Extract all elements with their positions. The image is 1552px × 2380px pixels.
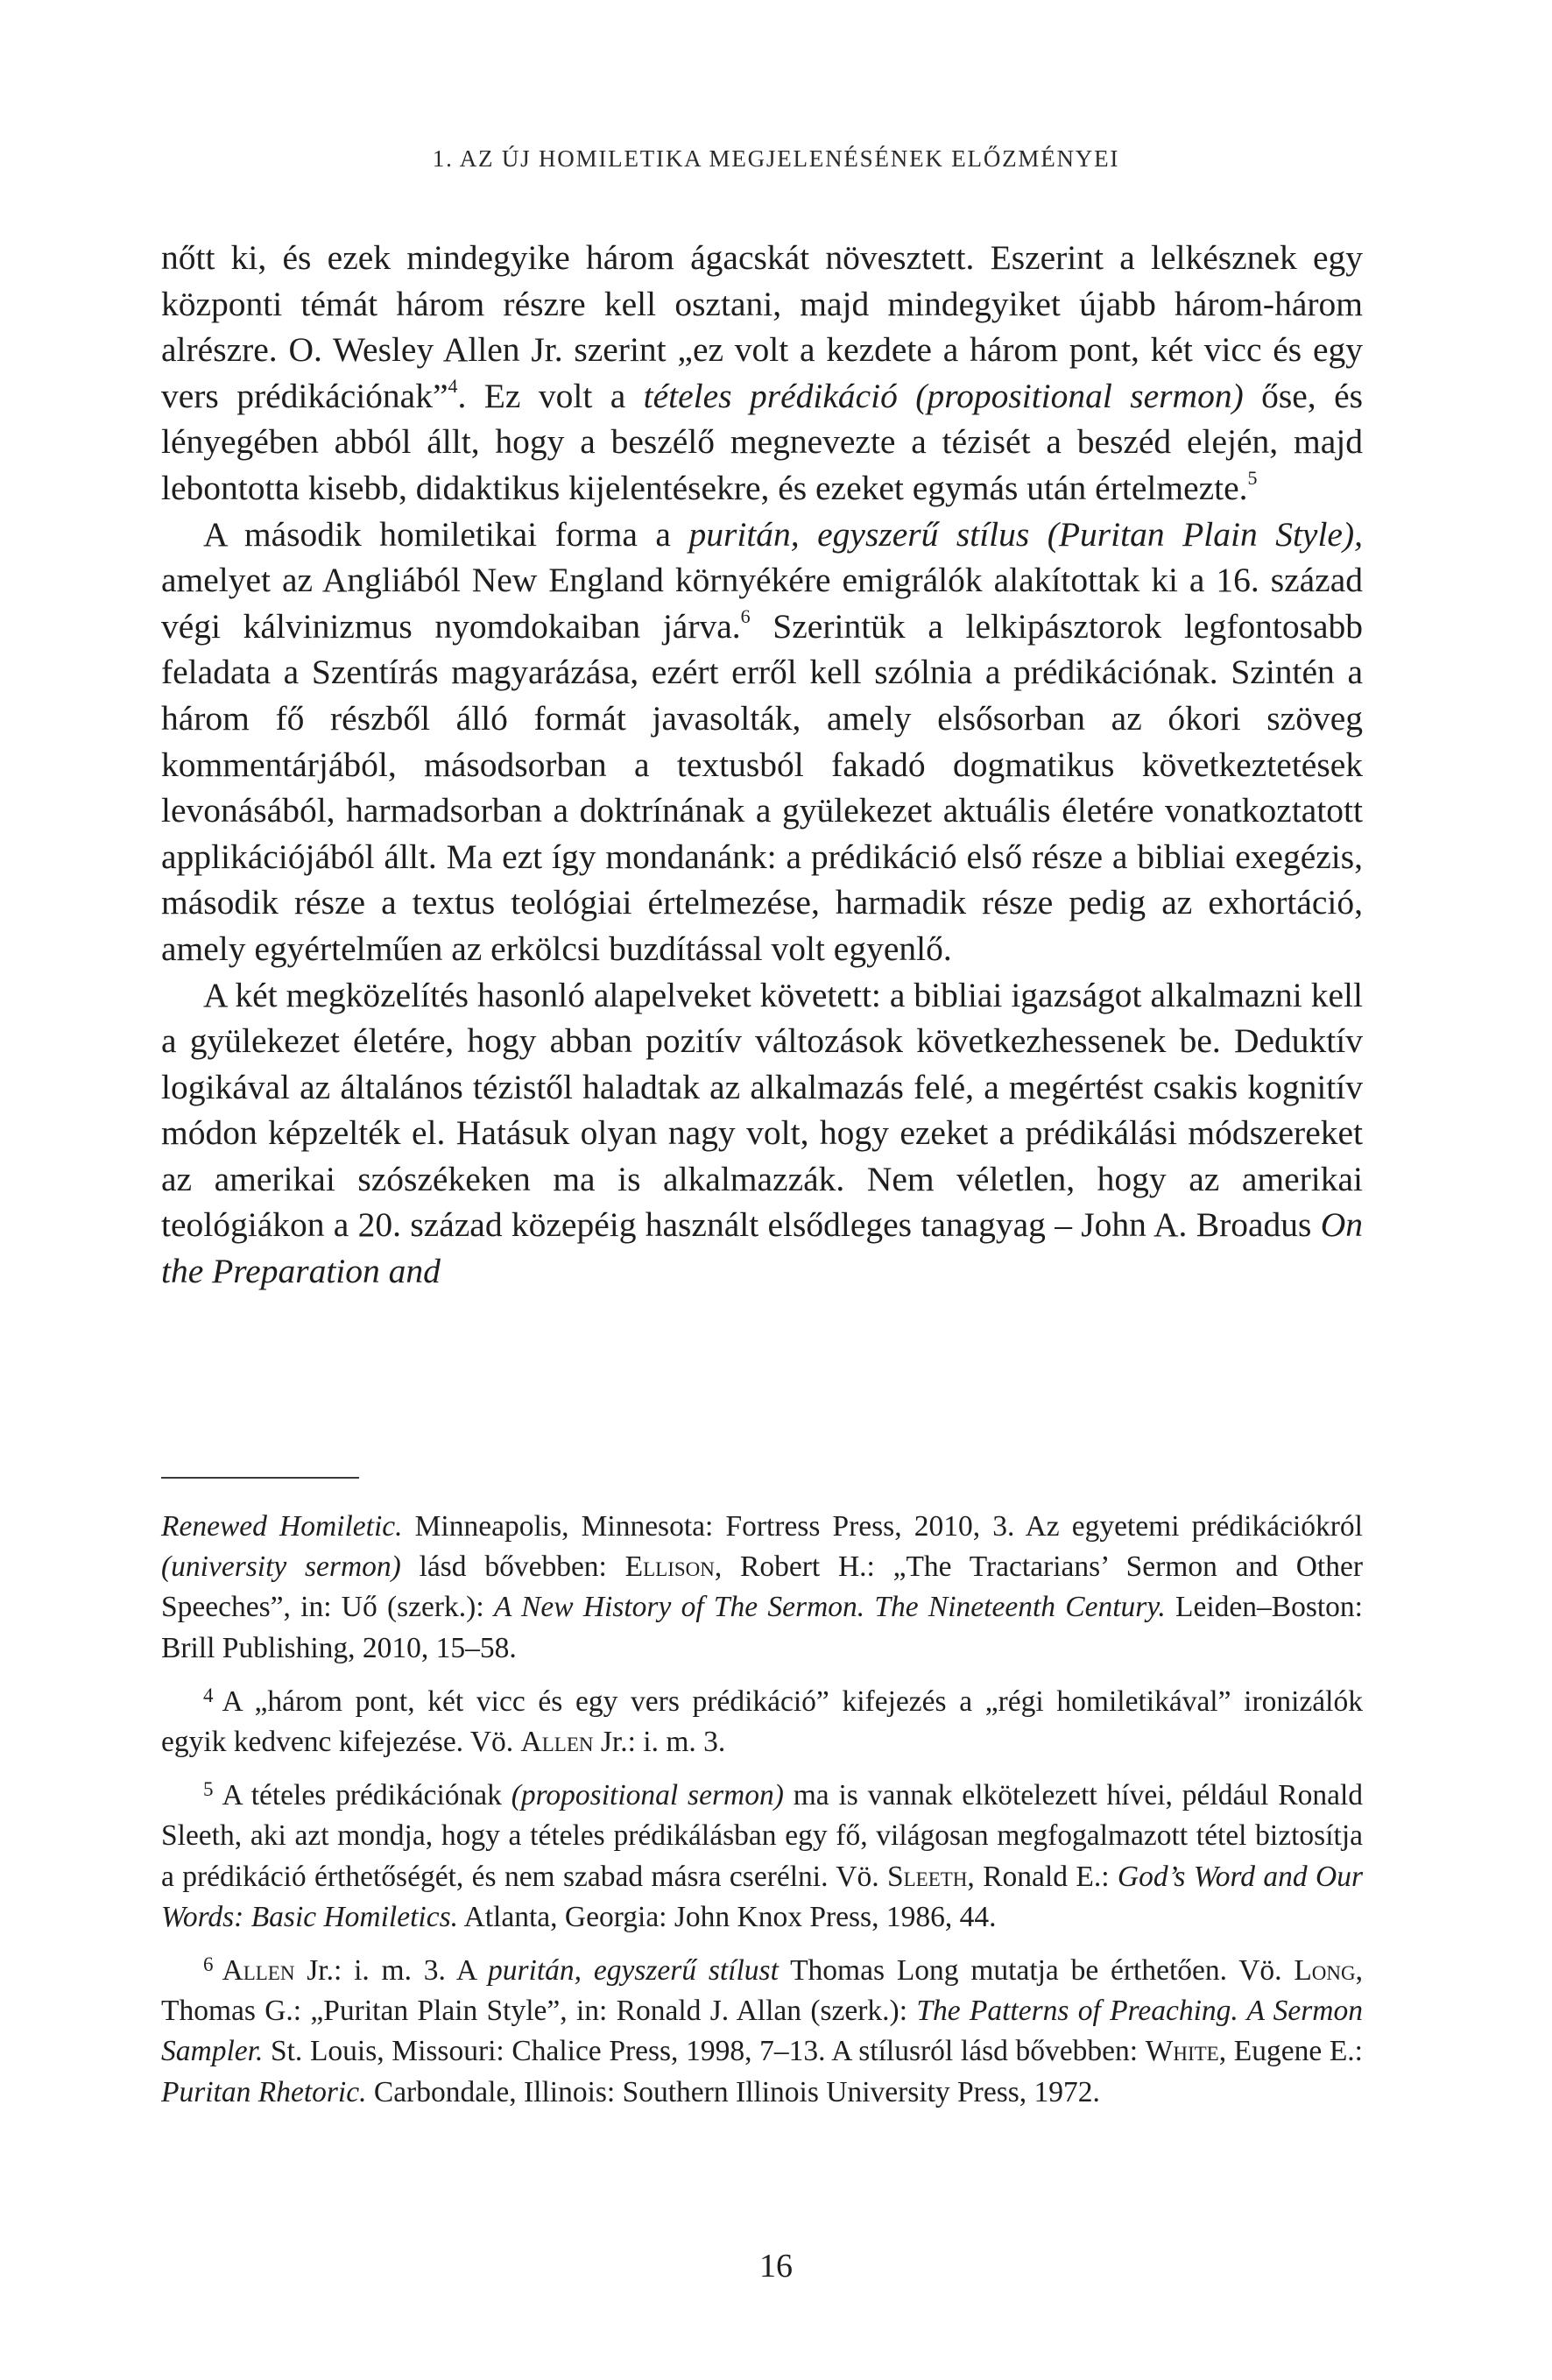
page-number: 16 [759, 2248, 793, 2285]
running-header: 1. AZ ÚJ HOMILETIKA MEGJELENÉSÉNEK ELŐZMÉNYEI [432, 145, 1120, 172]
footnote-4: $^4$ A „három pont, két vicc és egy vers prédikáció” kifejezés a „régi homiletikával” ironizálók egyik kedvenc kifejezése. Vö. Allen Jr.: i. m. 3. [161, 1684, 1363, 1759]
footnote-separator [161, 1477, 359, 1479]
footnote-number: 6 [203, 1953, 214, 1976]
footnote-5: $^5$ A tételes prédikációnak (propositional sermon) ma is vannak elkötelezett hívei, például Ronald Sleeth, aki azt mondja, hogy a tételes prédikálásban egy fő, világosan megfogalmazott tétel biztosítja a prédikáció érthetőségét, és nem szabad másra cserélni. Vö. Sleeth, Ronald E.: God’s Word and Our Words: Basic Homiletics. Atlanta, Georgia: John Knox Press, 1986, 44. [161, 1778, 1364, 1933]
paragraph-1: nőtt ki, és ezek mindegyike három ágacskát növesztett. Eszerint a lelkésznek egy központi témát három részre kell osztani, majd mindegyiket újabb három-három alrészre. O. Wesley Allen Jr. szerint „ez volt a kezdete a három pont, két vicc és egy vers prédikációnak”$^4$. Ez volt a tételes prédikáció (propositional sermon) őse, és lényegében abból állt, hogy a beszélő megnevezte a tézisét a beszéd elején, majd lebontotta kisebb, didaktikus kijelentésekre, és ezeket egymás után értelmezte.$^5$ [161, 238, 1363, 507]
footnotes [161, 1507, 1363, 2113]
footnote-number: 5 [203, 1778, 214, 1801]
footnote-number: 4 [203, 1684, 214, 1706]
paragraph-2: A második homiletikai forma a puritán, egyszerű stílus (Puritan Plain Style), amelyet az Angliából New England környékére emigrálók alakítottak ki a 16. század végi kálvinizmus nyomdokaiban járva.$^6$ Szerintük a lelkipásztorok legfontosabb feladata a Szentírás magyarázása, ezért erről kell szólnia a prédikációnak. Szintén a három fő részből álló formát javasolták, amely elsősorban az ókori szöveg kommentárjából, másodsorban a textusból fakadó dogmatikus következtetések levonásából, harmadsorban a doktrínának a gyülekezet aktuális életére vonatkoztatott applikációjából állt. Ma ezt így mondanánk: a prédikáció első része a bibliai exegézis, második része a textus teológiai értelmezése, harmadik része pedig az exhortáció, amely egyértelműen az erkölcsi buzdítással volt egyenlő. [161, 514, 1363, 968]
footnote-ref-6[interactable]: 6 [740, 604, 751, 627]
footnote-6: $^6$ Allen Jr.: i. m. 3. A puritán, egyszerű stílust Thomas Long mutatja be érthetően. Vö. Long, Thomas G.: „Puritan Plain Style”, in: Ronald J. Allan (szerk.): The Patterns of Preaching. A Sermon Sampler. St. Louis, Missouri: Chalice Press, 1998, 7–13. A stílusról lásd bővebben: White, Eugene E.: Puritan Rhetoric. Carbondale, Illinois: Southern Illinois University Press, 1972. [161, 1953, 1363, 2108]
main-text [161, 235, 1363, 1295]
footnote-ref-5[interactable]: 5 [1247, 466, 1258, 489]
footnote-ref-4[interactable]: 4 [448, 374, 458, 397]
footnote-3-continued: Renewed Homiletic. Minneapolis, Minnesota: Fortress Press, 2010, 3. Az egyetemi prédikációkról (university sermon) lásd bővebben: Ellison, Robert H.: „The Tractarians’ Sermon and Other Speeches”, in: Uő (szerk.): A New History of The Sermon. The Nineteenth Century. Leiden–Boston: Brill Publishing, 2010, 15–58. [161, 1510, 1363, 1664]
paragraph-3: A két megközelítés hasonló alapelveket követett: a bibliai igazságot alkalmazni kell a gyülekezet életére, hogy abban pozitív változások következhessenek be. Deduktív logikával az általános tézistől haladtak az alkalmazás felé, a megértést csakis kognitív módon képzelték el. Hatásuk olyan nagy volt, hogy ezeket a prédikálási módszereket az amerikai szószékeken ma is alkalmazzák. Nem véletlen, hogy az amerikai teológiákon a 20. század közepéig használt elsődleges tanagyag – John A. Broadus On the Preparation and [161, 975, 1363, 1291]
